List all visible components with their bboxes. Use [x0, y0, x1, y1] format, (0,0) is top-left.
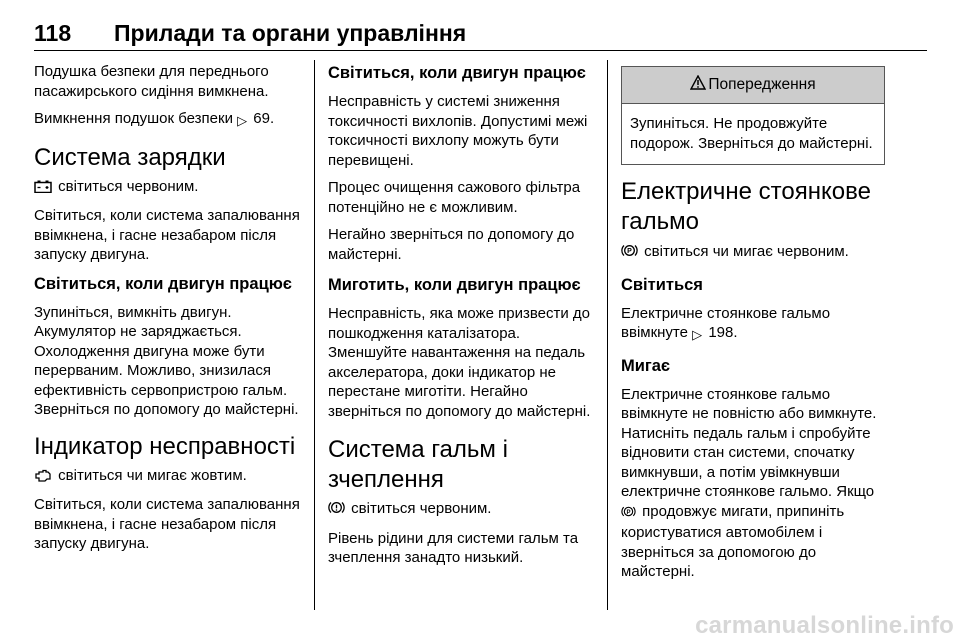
warning-body: [622, 104, 884, 164]
parking-brake-status: [621, 242, 893, 264]
column-2: [328, 62, 596, 568]
parking-brake-flashing-text: [621, 385, 893, 582]
parking-brake-heading: Електричне стоянкове гальмо: [621, 178, 871, 235]
warning-box: [621, 66, 885, 165]
svg-text:P: P: [626, 509, 631, 516]
charging-engine-running-text: Зупиніться, вимкніть двигун. Акумулятор не заряджається. Охолодження двигуна може бути перерваним. Можливо, знизилася ефективність сервопристрою гальм. Зверніться по допомогу до майстерні.: [34, 303, 299, 418]
column-3: [621, 62, 893, 582]
charging-status-text: світиться червоним.: [54, 177, 199, 195]
parking-brake-flashing-text-a: Електричне стоянкове гальмо ввімкнуте не повністю або вимкнуте. Натисніть педаль гальм і спробуйте відновити стан системи, спочатку вимкнувши, а потім увімкнувши електричне стоянкове гальмо. Якщо: [621, 385, 877, 500]
brake-clutch-heading: Система гальм і зчеплення: [328, 436, 508, 493]
page-number: 118: [34, 20, 72, 46]
brake-status: [328, 499, 596, 521]
reference-arrow-icon: ▷: [692, 327, 703, 342]
parking-brake-flashing-text-b: продовжує мигати, припиніть користуватися автомобілем і зверніться за допомогою до майстерні.: [621, 502, 845, 580]
brake-status-text: світиться червоним.: [347, 500, 492, 517]
malfunction-description: Світиться, коли система запалювання ввімкнена, і гасне незабаром після запуску двигуна.: [34, 496, 300, 552]
column-divider-2: [607, 60, 608, 610]
seek-help-text: Негайно зверніться по допомогу до майстерні.: [328, 226, 575, 263]
catalyst-fault-text: Несправність, яка може призвести до пошкодження каталізатора. Зменшуйте навантаження на педаль акселератора, доки індикатор не перестане миготіти. Негайно зверніться по допомогу до майстерні.: [328, 305, 591, 420]
airbag-off-text: Подушка безпеки для переднього пасажирського сидіння вимкнена.: [34, 63, 269, 100]
airbag-reference-text: Вимкнення подушок безпеки: [34, 110, 238, 127]
warning-triangle-icon: [690, 75, 706, 95]
column-divider-1: [314, 60, 315, 610]
flashing-heading: Мигає: [621, 356, 671, 375]
charging-engine-running-heading: Світиться, коли двигун працює: [34, 274, 292, 293]
header-divider: [34, 50, 927, 51]
airbag-reference-page[interactable]: 69.: [253, 110, 275, 127]
page-title: Прилади та органи управління: [114, 20, 467, 46]
malfunction-indicator-heading: Індикатор несправності: [34, 432, 296, 460]
engine-running-flashing-heading: Миготить, коли двигун працює: [328, 276, 581, 294]
parking-brake-reference-page[interactable]: 198.: [708, 324, 738, 341]
airbag-reference: [34, 109, 302, 131]
charging-status: [34, 177, 302, 199]
charging-system-heading: Система зарядки: [34, 143, 226, 171]
malfunction-status-text: світиться чи мигає жовтим.: [54, 466, 247, 484]
warning-header: [622, 67, 884, 104]
brake-fluid-text: Рівень рідини для системи гальм та зчеплення занадто низький.: [328, 529, 579, 566]
page-header: [34, 20, 927, 54]
parking-brake-status-text: світиться чи мигає червоним.: [640, 243, 849, 260]
svg-text:P: P: [627, 248, 632, 256]
brake-icon: [328, 500, 345, 521]
warning-title: Попередження: [708, 76, 816, 93]
battery-icon: [34, 179, 52, 199]
engine-running-lit-heading: Світиться, коли двигун працює: [328, 64, 586, 82]
warning-text: Зупиніться. Не продовжуйте подорож. Зверніться до майстерні.: [630, 115, 873, 152]
emissions-fault-text: Несправність у системі зниження токсичності вихлопів. Допустимі межі токсичності вихлопу можуть бути перевищені.: [328, 93, 588, 169]
watermark: carmanualsonline.info: [695, 612, 954, 639]
parking-brake-engaged-text: Електричне стоянкове гальмо ввімкнуте: [621, 304, 831, 341]
column-1: [34, 62, 302, 554]
parking-brake-engaged: [621, 304, 893, 345]
lit-heading: Світиться: [621, 275, 703, 294]
malfunction-status: [34, 466, 302, 488]
parking-brake-icon: [621, 504, 636, 524]
engine-icon: [34, 468, 52, 488]
parking-brake-icon: [621, 243, 638, 264]
charging-description: Світиться, коли система запалювання ввімкнена, і гасне незабаром після запуску двигуна.: [34, 207, 300, 263]
reference-arrow-icon: ▷: [237, 113, 248, 128]
soot-filter-text: Процес очищення сажового фільтра потенційно не є можливим.: [328, 179, 581, 216]
